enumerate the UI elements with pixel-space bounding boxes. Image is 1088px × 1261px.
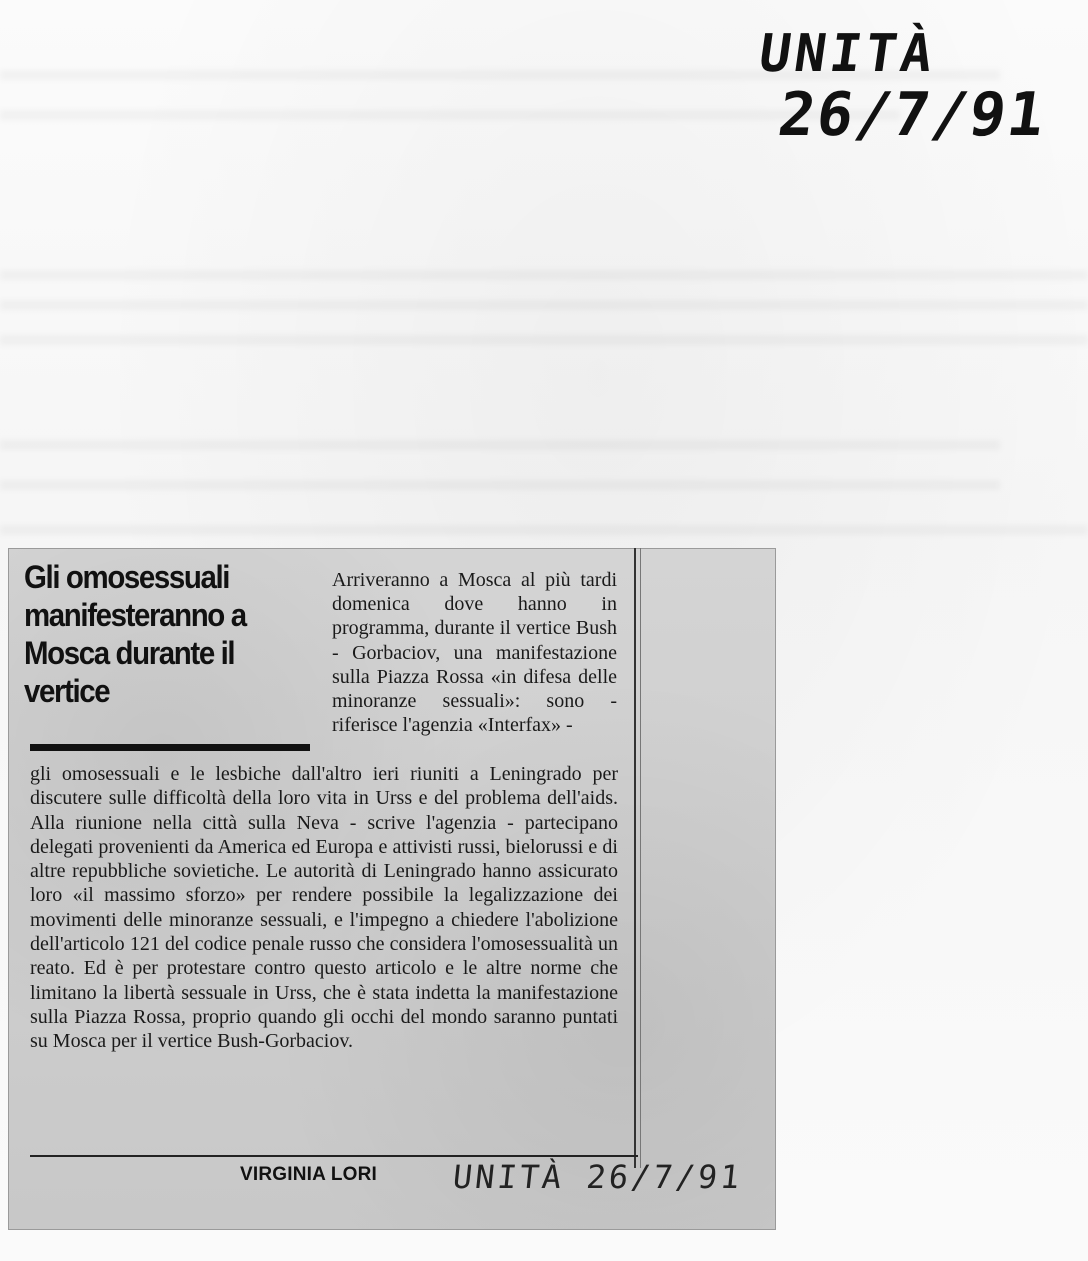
bleed-through [0, 300, 1088, 310]
handwritten-date: 26/7/91 [774, 80, 1051, 150]
bleed-through [0, 440, 1000, 450]
bleed-through [0, 480, 1000, 490]
article-body-paragraph: gli omosessuali e le lesbiche dall'altro ieri riuniti a Leningrado per discutere sulle difficoltà della loro vita in Urss e del problema dell'aids. Alla riunione nella città sulla Neva - scrive l'agenzia - partecipano delegati provenienti da America ed Europa e attivisti russi, bielorussi e di altre repubbliche sovietiche. Le autorità di Leningrado hanno assicurato loro «il massimo sforzo» per rendere possibile la legalizzazione dei movimenti delle minoranze sessuali, e l'impegno a chiedere l'abolizione dell'articolo 121 del codice penale russo che considera l'omosessualità un reato. Ed è per protestare contro questo articolo e le altre norme che limitano la libertà sessuale in Urss, che è stata indetta la manifestazione sulla Piazza Rossa, proprio quando gli occhi del mondo saranno puntati su Mosca per il vertice Bush-Gorbaciov. [30, 763, 618, 1053]
bleed-through [0, 335, 1088, 345]
byline-rule [30, 1155, 638, 1157]
handwritten-footer-note: UNITÀ 26/7/91 [451, 1158, 745, 1196]
bleed-through [0, 270, 1088, 280]
handwritten-source-note [736, 24, 1073, 150]
handwritten-newspaper-name: UNITÀ [755, 24, 941, 84]
article-headline: Gli omosessuali manifesteranno a Mosca durante il vertice [24, 559, 246, 709]
newspaper-clipping [8, 548, 776, 1230]
column-edge-rule [634, 548, 636, 1168]
headline-underline [30, 744, 310, 751]
column-edge-rule [640, 548, 641, 1168]
article-byline: VIRGINIA LORI [240, 1164, 378, 1185]
bleed-through [0, 525, 1088, 535]
article-lead-paragraph: Arriveranno a Mosca al più tardi domenica dove hanno in programma, durante il vertice Bush - Gorbaciov, una manifestazione sulla Piazza Rossa «in difesa delle minoranze sessuali»: sono - riferisce l'agenzia «Interfax» - [332, 569, 617, 737]
